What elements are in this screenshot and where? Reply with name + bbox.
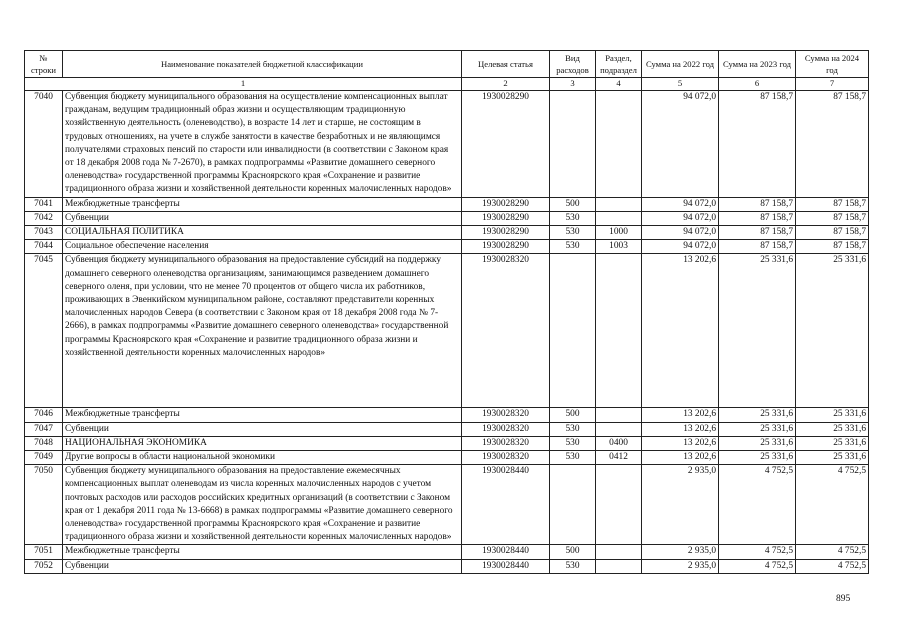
row-number-cell: 7045 xyxy=(25,254,63,408)
sum-2023-cell: 87 158,7 xyxy=(719,91,796,198)
indicator-name-cell: Субвенции xyxy=(63,559,462,573)
indicator-name-cell: Межбюджетные трансферты xyxy=(63,197,462,211)
indicator-name-cell: Другие вопросы в области национальной экономики xyxy=(63,451,462,465)
sum-2023-cell: 87 158,7 xyxy=(719,197,796,211)
sum-2024-cell: 87 158,7 xyxy=(796,226,869,240)
row-number-cell: 7048 xyxy=(25,436,63,450)
column-number: 6 xyxy=(719,78,796,91)
section-cell: 1003 xyxy=(596,240,642,254)
expense-type-cell xyxy=(550,254,596,408)
row-number-cell: 7052 xyxy=(25,559,63,573)
sum-2022-cell: 13 202,6 xyxy=(642,436,719,450)
section-cell xyxy=(596,91,642,198)
expense-type-cell xyxy=(550,91,596,198)
sum-2024-cell: 25 331,6 xyxy=(796,436,869,450)
indicator-name-cell: Субвенция бюджету муниципального образования на предоставление ежемесячных компенсационных выплат оленеводам из числа коренных малочисленных народов с учетом почтовых расходов или расходов российских кредитных организаций (в соответствии с Законом края от 1 декабря 2011 года № 13-6668) в рамках подпрограммы «Развитие домашнего северного оленеводства» государственной программы Красноярского края «Сохранение и развитие традиционного образа жизни и хозяйственной деятельности коренных малочисленных народов» xyxy=(63,465,462,545)
sum-2024-cell: 4 752,5 xyxy=(796,545,869,559)
sum-2024-cell: 87 158,7 xyxy=(796,240,869,254)
target-article-cell: 1930028440 xyxy=(462,559,550,573)
indicator-name-cell: СОЦИАЛЬНАЯ ПОЛИТИКА xyxy=(63,226,462,240)
table-body xyxy=(25,91,869,574)
column-number: 2 xyxy=(462,78,550,91)
indicator-name-cell: Субвенция бюджету муниципального образования на осуществление компенсационных выплат гражданам, ведущим традиционный образ жизни и осуществляющим традиционную хозяйственную деятельность (оленеводство), в возрасте 14 лет и старше, не состоящим в трудовых отношениях, на учете в службе занятости в качестве безработных и не являющимся получателями страховых пенсий по старости или инвалидности (в соответствии с Законом края от 18 декабря 2008 года № 7-2670), в рамках подпрограммы «Развитие домашнего северного оленеводства» государственной программы Красноярского края «Сохранение и развитие традиционного образа жизни и хозяйственной деятельности коренных малочисленных народов» xyxy=(63,91,462,198)
indicator-name-cell: Субвенция бюджету муниципального образования на предоставление субсидий на поддержку домашнего северного оленеводства организациям, занимающимся разведением домашнего северного оленя, при условии, что не менее 70 процентов от общего числа их работников, проживающих в Эвенкийском муниципальном районе, составляют представители коренных малочисленных народов Севера (в соответствии с Законом края от 18 декабря 2008 года № 7-2666), в рамках подпрограммы «Развитие домашнего северного оленеводства» государственной программы Красноярского края «Сохранение и развитие традиционного образа жизни и хозяйственной деятельности коренных малочисленных народов» xyxy=(63,254,462,408)
header-row-number: № строки xyxy=(25,51,63,78)
section-cell xyxy=(596,211,642,225)
target-article-cell: 1930028290 xyxy=(462,240,550,254)
header-target-article: Целевая статья xyxy=(462,51,550,78)
header-sum-2022: Сумма на 2022 год xyxy=(642,51,719,78)
row-number-cell: 7049 xyxy=(25,451,63,465)
expense-type-cell: 530 xyxy=(550,559,596,573)
sum-2022-cell: 2 935,0 xyxy=(642,559,719,573)
target-article-cell: 1930028320 xyxy=(462,254,550,408)
target-article-cell: 1930028320 xyxy=(462,451,550,465)
expense-type-cell: 500 xyxy=(550,545,596,559)
column-number: 7 xyxy=(796,78,869,91)
target-article-cell: 1930028290 xyxy=(462,197,550,211)
column-number: 1 xyxy=(25,78,462,91)
target-article-cell: 1930028440 xyxy=(462,465,550,545)
section-cell: 1000 xyxy=(596,226,642,240)
indicator-name-cell: Субвенции xyxy=(63,211,462,225)
row-number-cell: 7044 xyxy=(25,240,63,254)
sum-2024-cell: 25 331,6 xyxy=(796,451,869,465)
sum-2024-cell: 4 752,5 xyxy=(796,559,869,573)
section-cell xyxy=(596,254,642,408)
indicator-name-cell: НАЦИОНАЛЬНАЯ ЭКОНОМИКА xyxy=(63,436,462,450)
sum-2022-cell: 13 202,6 xyxy=(642,254,719,408)
section-cell: 0400 xyxy=(596,436,642,450)
section-cell xyxy=(596,465,642,545)
expense-type-cell: 500 xyxy=(550,197,596,211)
row-number-cell: 7050 xyxy=(25,465,63,545)
section-cell xyxy=(596,545,642,559)
table-row xyxy=(25,465,869,545)
header-row xyxy=(25,51,869,78)
section-cell xyxy=(596,408,642,422)
sum-2023-cell: 87 158,7 xyxy=(719,226,796,240)
sum-2023-cell: 4 752,5 xyxy=(719,465,796,545)
expense-type-cell: 530 xyxy=(550,226,596,240)
sum-2022-cell: 94 072,0 xyxy=(642,211,719,225)
sum-2022-cell: 13 202,6 xyxy=(642,451,719,465)
target-article-cell: 1930028290 xyxy=(462,211,550,225)
sum-2023-cell: 4 752,5 xyxy=(719,545,796,559)
table-row xyxy=(25,197,869,211)
sum-2023-cell: 4 752,5 xyxy=(719,559,796,573)
sum-2022-cell: 94 072,0 xyxy=(642,240,719,254)
sum-2024-cell: 87 158,7 xyxy=(796,211,869,225)
sum-2024-cell: 4 752,5 xyxy=(796,465,869,545)
row-number-cell: 7051 xyxy=(25,545,63,559)
header-indicator-name: Наименование показателей бюджетной классификации xyxy=(63,51,462,78)
sum-2023-cell: 25 331,6 xyxy=(719,451,796,465)
sum-2024-cell: 87 158,7 xyxy=(796,91,869,198)
sum-2023-cell: 87 158,7 xyxy=(719,240,796,254)
sum-2022-cell: 13 202,6 xyxy=(642,408,719,422)
expense-type-cell: 530 xyxy=(550,422,596,436)
sum-2022-cell: 2 935,0 xyxy=(642,465,719,545)
indicator-name-cell: Межбюджетные трансферты xyxy=(63,545,462,559)
table-row xyxy=(25,559,869,573)
table-row xyxy=(25,436,869,450)
budget-table xyxy=(24,50,869,574)
column-number: 4 xyxy=(596,78,642,91)
sum-2023-cell: 25 331,6 xyxy=(719,422,796,436)
table-row xyxy=(25,422,869,436)
expense-type-cell: 500 xyxy=(550,408,596,422)
target-article-cell: 1930028290 xyxy=(462,226,550,240)
expense-type-cell: 530 xyxy=(550,211,596,225)
sum-2023-cell: 25 331,6 xyxy=(719,408,796,422)
table-row xyxy=(25,91,869,198)
table-row xyxy=(25,451,869,465)
expense-type-cell xyxy=(550,465,596,545)
table-row xyxy=(25,545,869,559)
column-number: 3 xyxy=(550,78,596,91)
expense-type-cell: 530 xyxy=(550,240,596,254)
indicator-name-cell: Межбюджетные трансферты xyxy=(63,408,462,422)
sum-2024-cell: 87 158,7 xyxy=(796,197,869,211)
row-number-cell: 7047 xyxy=(25,422,63,436)
header-sum-2024: Сумма на 2024 год xyxy=(796,51,869,78)
table-row xyxy=(25,240,869,254)
sum-2022-cell: 94 072,0 xyxy=(642,226,719,240)
expense-type-cell: 530 xyxy=(550,451,596,465)
header-expense-type: Вид расходов xyxy=(550,51,596,78)
sum-2024-cell: 25 331,6 xyxy=(796,422,869,436)
sum-2022-cell: 94 072,0 xyxy=(642,197,719,211)
target-article-cell: 1930028320 xyxy=(462,436,550,450)
header-section: Раздел, подраздел xyxy=(596,51,642,78)
section-cell: 0412 xyxy=(596,451,642,465)
indicator-name-cell: Социальное обеспечение населения xyxy=(63,240,462,254)
sum-2022-cell: 94 072,0 xyxy=(642,91,719,198)
table-row xyxy=(25,408,869,422)
target-article-cell: 1930028290 xyxy=(462,91,550,198)
row-number-cell: 7043 xyxy=(25,226,63,240)
section-cell xyxy=(596,197,642,211)
sum-2023-cell: 87 158,7 xyxy=(719,211,796,225)
column-number-row xyxy=(25,78,869,91)
expense-type-cell: 530 xyxy=(550,436,596,450)
row-number-cell: 7040 xyxy=(25,91,63,198)
row-number-cell: 7042 xyxy=(25,211,63,225)
sum-2024-cell: 25 331,6 xyxy=(796,408,869,422)
indicator-name-cell: Субвенции xyxy=(63,422,462,436)
section-cell xyxy=(596,422,642,436)
header-sum-2023: Сумма на 2023 год xyxy=(719,51,796,78)
table-row xyxy=(25,211,869,225)
budget-sheet xyxy=(24,50,869,574)
section-cell xyxy=(596,559,642,573)
sum-2024-cell: 25 331,6 xyxy=(796,254,869,408)
target-article-cell: 1930028320 xyxy=(462,422,550,436)
target-article-cell: 1930028440 xyxy=(462,545,550,559)
sum-2023-cell: 25 331,6 xyxy=(719,436,796,450)
table-row xyxy=(25,226,869,240)
table-row xyxy=(25,254,869,408)
sum-2022-cell: 2 935,0 xyxy=(642,545,719,559)
row-number-cell: 7046 xyxy=(25,408,63,422)
page-number: 895 xyxy=(836,594,851,604)
sum-2022-cell: 13 202,6 xyxy=(642,422,719,436)
row-number-cell: 7041 xyxy=(25,197,63,211)
target-article-cell: 1930028320 xyxy=(462,408,550,422)
column-number: 5 xyxy=(642,78,719,91)
sum-2023-cell: 25 331,6 xyxy=(719,254,796,408)
